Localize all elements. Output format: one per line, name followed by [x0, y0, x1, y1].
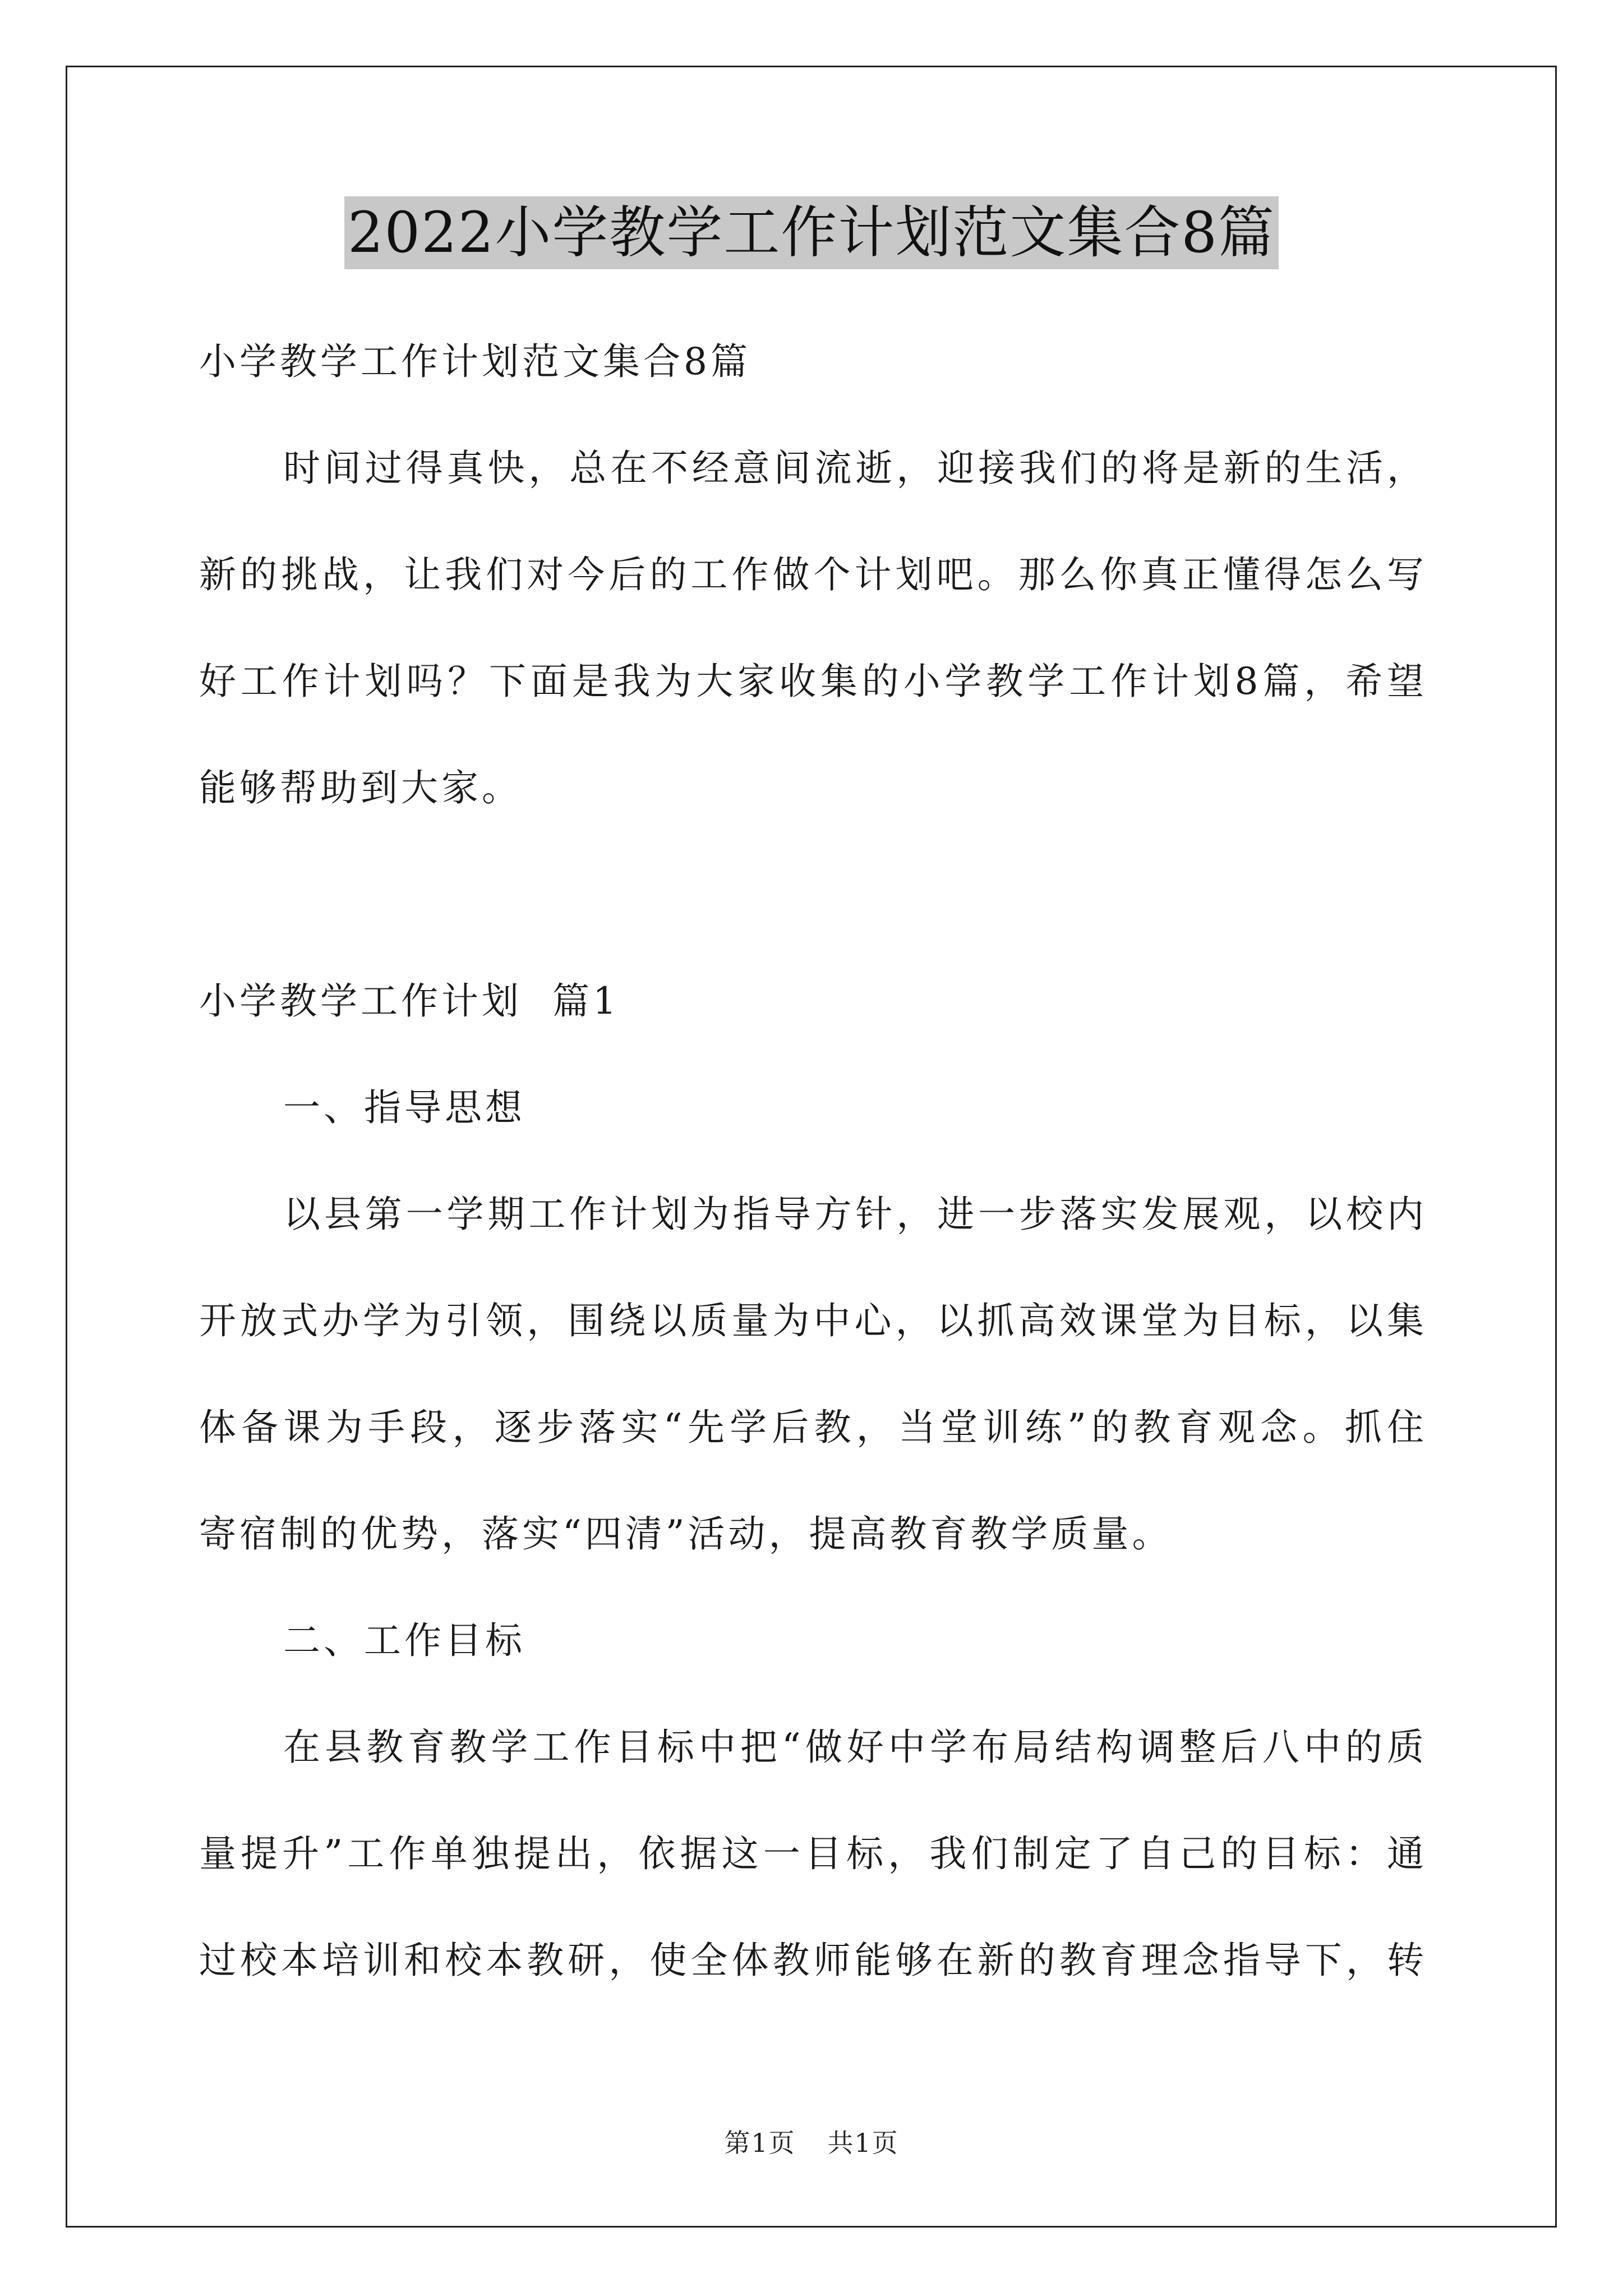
paragraph-line: 以县第一学期工作计划为指导方针，进一步落实发展观，以校内 — [283, 1193, 1427, 1236]
document-subtitle: 小学教学工作计划范文集合8篇 — [199, 340, 751, 383]
blank-line — [199, 841, 1427, 948]
title-wrap — [0, 196, 1623, 269]
paragraph-line: 开放式办学为引领，围绕以质量为中心，以抓高效课堂为目标，以集 — [199, 1299, 1427, 1342]
intro-line: 新的挑战，让我们对今后的工作做个计划吧。那么你真正懂得怎么写 — [199, 553, 1427, 596]
paragraph-line: 量提升”工作单独提出，依据这一目标，我们制定了自己的目标：通 — [199, 1832, 1427, 1875]
heading-guiding-ideology: 一、指导思想 — [283, 1086, 525, 1129]
page-number: 第1页 — [724, 2128, 796, 2158]
page-footer — [0, 2126, 1623, 2160]
heading-work-goals: 二、工作目标 — [283, 1619, 525, 1662]
paragraph-line: 体备课为手段，逐步落实“先学后教，当堂训练”的教育观念。抓住 — [199, 1406, 1427, 1449]
section-heading: 小学教学工作计划 篇1 — [199, 979, 620, 1023]
paragraph-line: 过校本培训和校本教研，使全体教师能够在新的教育理念指导下，转 — [199, 1939, 1427, 1982]
intro-line: 能够帮助到大家。 — [199, 766, 522, 809]
intro-line: 好工作计划吗？下面是我为大家收集的小学教学工作计划8篇，希望 — [199, 660, 1427, 703]
paragraph-line: 寄宿制的优势，落实“四清”活动，提高教育教学质量。 — [199, 1512, 1173, 1556]
page-total: 共1页 — [827, 2128, 899, 2158]
document-title: 2022小学教学工作计划范文集合8篇 — [344, 196, 1279, 269]
paragraph-line: 在县教育教学工作目标中把“做好中学布局结构调整后八中的质 — [283, 1726, 1427, 1769]
document-body — [199, 309, 1427, 2014]
intro-line: 时间过得真快，总在不经意间流逝，迎接我们的将是新的生活， — [283, 447, 1427, 490]
